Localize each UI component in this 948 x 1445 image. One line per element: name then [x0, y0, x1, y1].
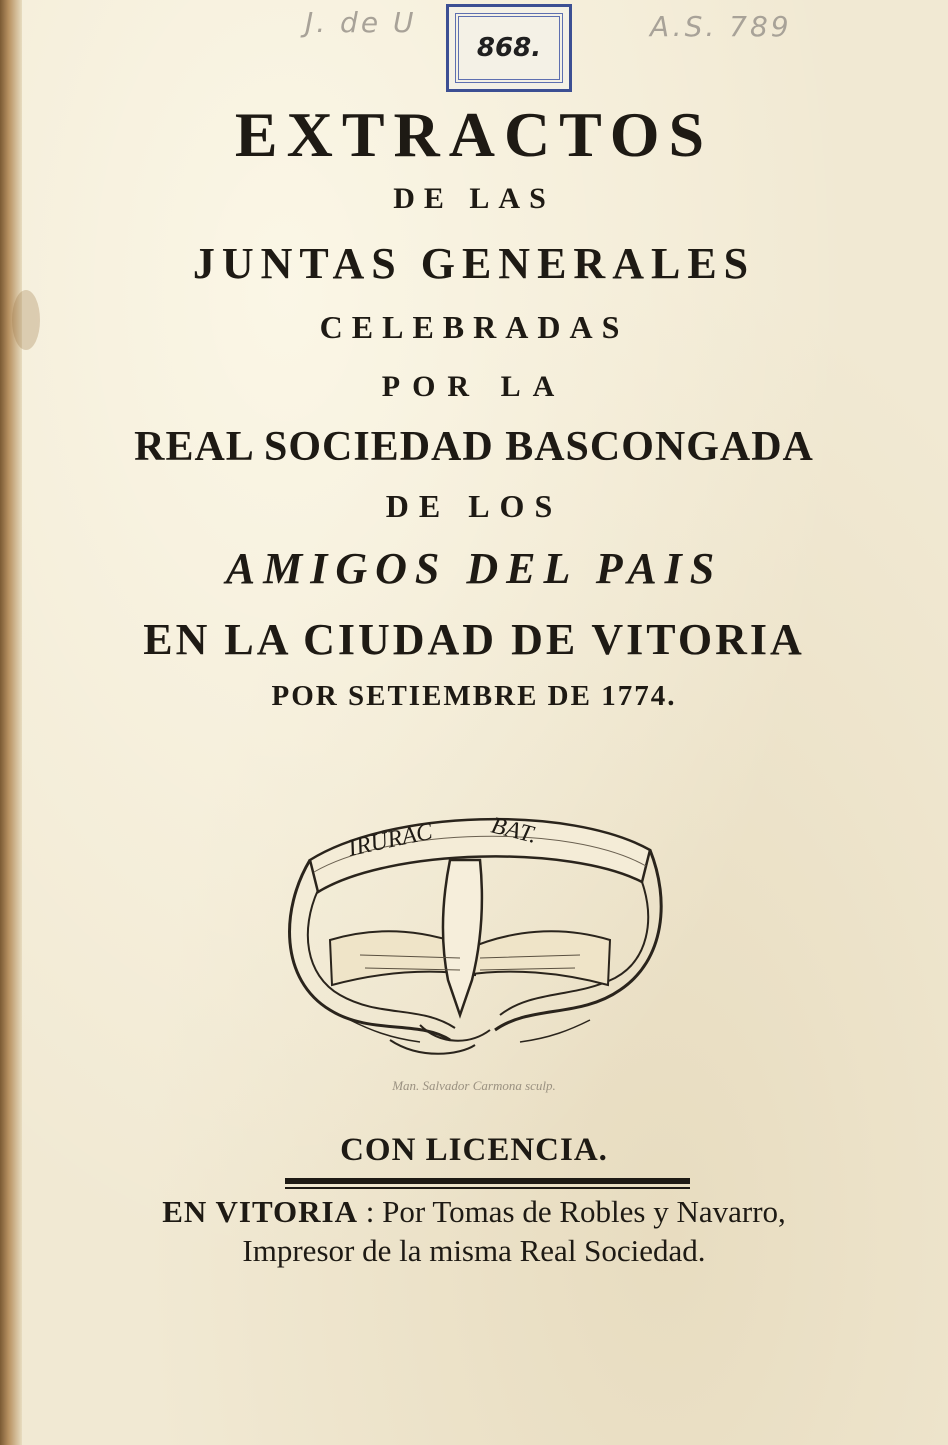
imprint-printer: : Por Tomas de Robles y Navarro, — [358, 1194, 786, 1229]
engraver-signature: Man. Salvador Carmona sculp. — [392, 1078, 556, 1093]
title-line-10: POR SETIEMBRE DE 1774. — [271, 680, 677, 712]
imprint-line-2: Impresor de la misma Real Sociedad. — [242, 1233, 706, 1268]
ornamental-rule-thin — [285, 1187, 690, 1189]
title-line-1: EXTRACTOS — [234, 99, 714, 170]
title-line-3: JUNTAS GENERALES — [192, 239, 756, 288]
title-line-4: CELEBRADAS — [319, 309, 629, 345]
title-line-7: DE LOS — [385, 488, 563, 524]
library-stamp — [446, 4, 572, 92]
ornamental-rule-thick — [285, 1178, 690, 1184]
pencil-inscription-left: J. de U — [305, 6, 417, 39]
title-line-9: EN LA CIUDAD DE VITORIA — [143, 615, 805, 664]
library-stamp-frame — [455, 13, 563, 83]
title-line-5: POR LA — [381, 370, 567, 403]
imprint-line-1 — [0, 1194, 948, 1230]
title-line-6: REAL SOCIEDAD BASCONGADA — [134, 424, 814, 470]
pencil-inscription-right: A.S. 789 — [650, 10, 792, 43]
motto-left: IRURAC — [345, 818, 435, 862]
motto-right: BAT. — [488, 812, 540, 849]
title-line-8: AMIGOS DEL PAIS — [225, 544, 723, 593]
title-line-2: DE LAS — [393, 182, 555, 215]
clasped-hands-engraving — [270, 790, 670, 1090]
library-stamp-number: 868. — [476, 33, 542, 63]
imprint-place: EN VITORIA — [162, 1194, 359, 1229]
license-line: CON LICENCIA. — [340, 1132, 608, 1168]
